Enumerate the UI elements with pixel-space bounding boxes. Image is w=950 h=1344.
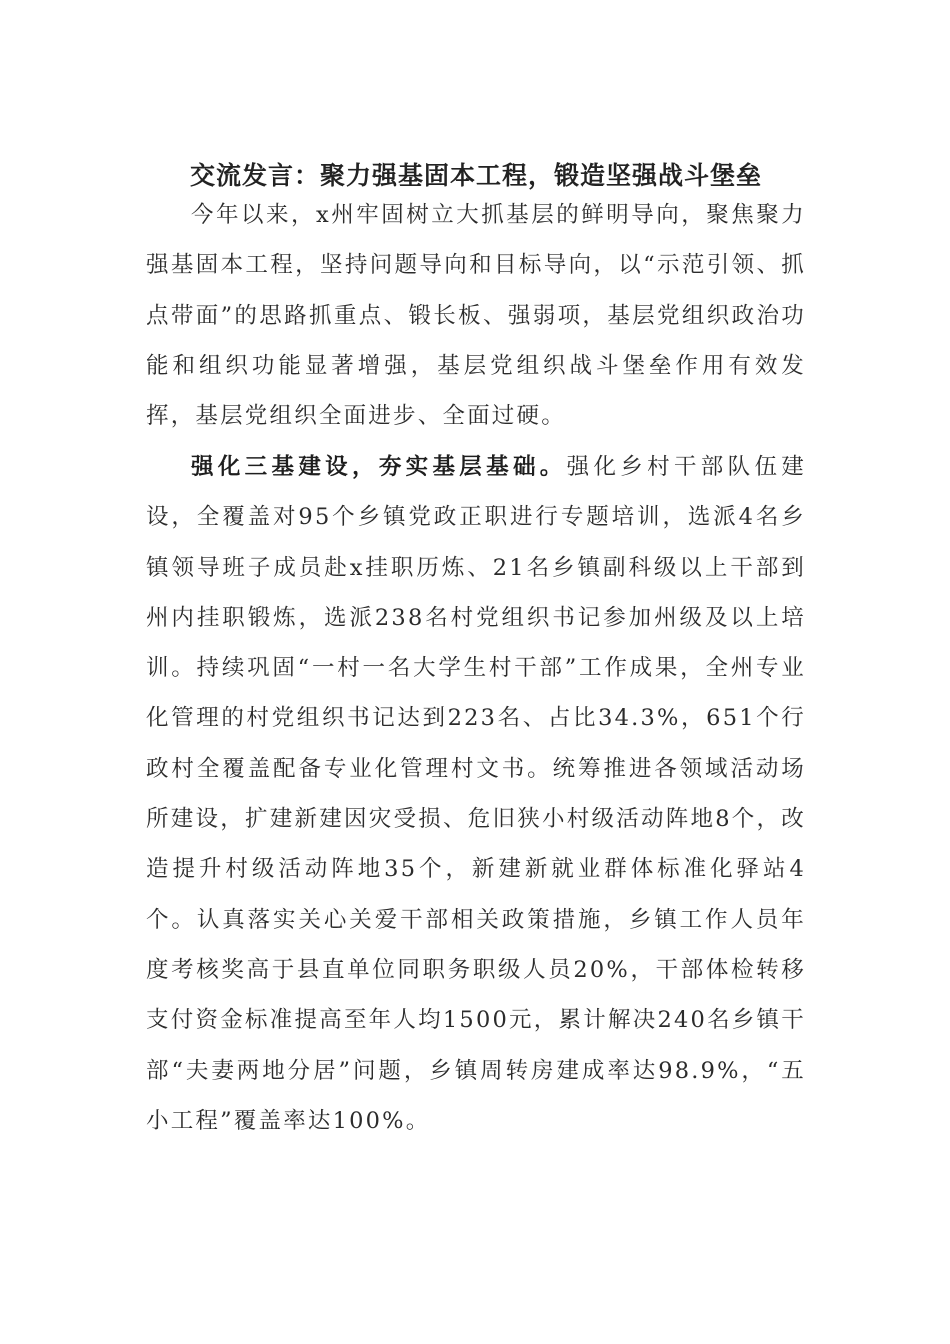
paragraph-intro-text: 今年以来，x州牢固树立大抓基层的鲜明导向，聚焦聚力强基固本工程，坚持问题导向和目标导向，以“示范引领、抓点带面”的思路抓重点、锻长板、强弱项，基层党组织政治功能和组织功能显著增强，基层党组织战斗堡垒作用有效发挥，基层党组织全面进步、全面过硬。 [146,202,806,430]
paragraph-body-text: 强化乡村干部队伍建设，全覆盖对95个乡镇党政正职进行专题培训，选派4名乡镇领导班子成员赴x挂职历炼、21名乡镇副科级以上干部到州内挂职锻炼，选派238名村党组织书记参加州级及以上培训。持续巩固“一村一名大学生村干部”工作成果，全州专业化管理的村党组织书记达到223名、占比34.3%，651个行政村全覆盖配备专业化管理村文书。统筹推进各领域活动场所建设，扩建新建因灾受损、危旧狭小村级活动阵地8个，改造提升村级活动阵地35个，新建新就业群体标准化驿站4个。认真落实关心关爱干部相关政策措施，乡镇工作人员年度考核奖高于县直单位同职务职级人员20%，干部体检转移支付资金标准提高至年人均1500元，累计解决240名乡镇干部“夫妻两地分居”问题，乡镇周转房建成率达98.9%，“五小工程”覆盖率达100%。 [146,454,806,1134]
document-title: 交流发言：聚力强基固本工程，锻造坚强战斗堡垒 [189,161,762,190]
paragraph-intro [146,190,806,441]
paragraph-grassroots-construction [146,442,806,1146]
paragraph-lead-heading: 强化三基建设，夯实基层基础。 [191,454,567,480]
